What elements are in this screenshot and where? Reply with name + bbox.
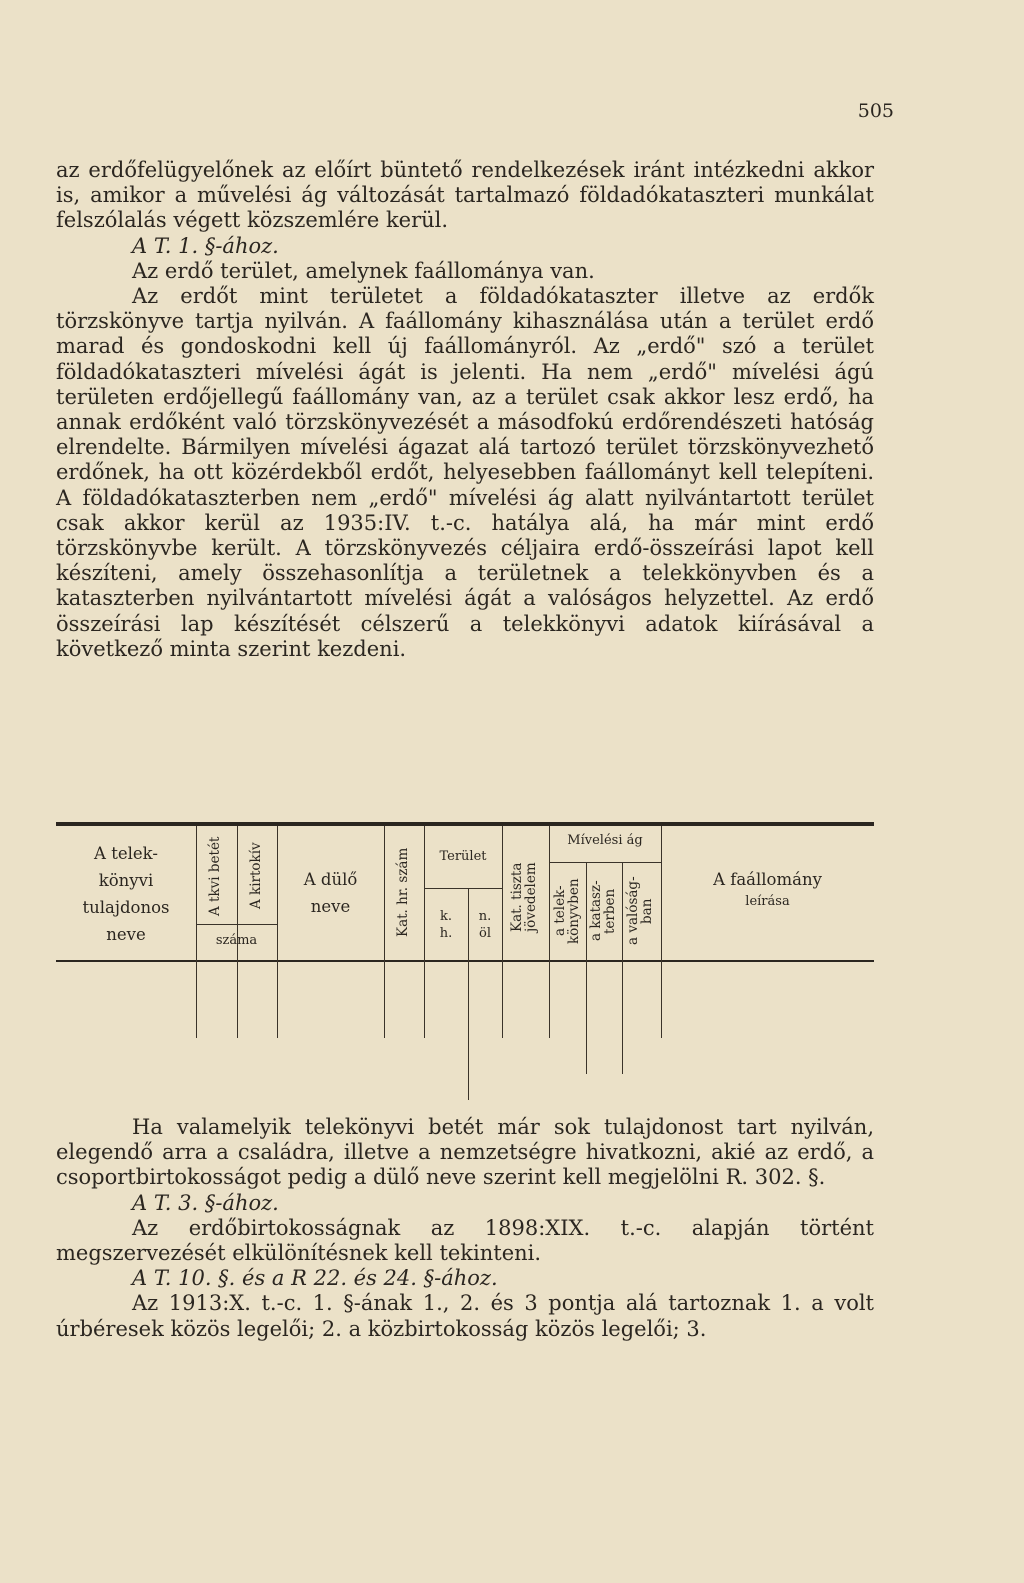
header-miveles-ag: Mívelési ág <box>567 833 643 848</box>
paragraph-2: Az erdőt mint területet a földadókataszter illetve az erdők törzskönyve tartja nyilván. A faállomány kihasználása után a terület erdő marad és gondoskodni kell új faállományról. Az „erdő" szó a terület földadókataszteri mívelési ágát is jelenti. Ha nem „erdő" mívelési ágú területen erdőjellegű faállomány van, az a terület csak akkor lesz erdő, ha annak erdőként való törzskönyvezését a másodfokú erdőrendészeti hatóság elrendelte. Bármilyen mívelési ágazat alá tartozó terület törzskönyvezhető erdőnek, ha ott közérdekből erdőt, helyesebben faállományt kell telepíteni. A földadókataszterben nem „erdő" mívelési ág alatt nyilvántartott terület csak akkor kerül az 1935:IV. t.-c. hatálya alá, ha már mint erdő törzskönyvbe került. A törzskönyvezés céljaira erdő-összeírási lapot kell készíteni, amely összehasonlítja a területnek a telekkönyvben és a kataszterben nyilvántartott mívelési ágát a valóságos helyzettel. Az erdő összeírási lap készítését célszerű a telekkönyvi adatok kiírásával a következő minta szerint kezdeni. <box>56 284 874 661</box>
intro-paragraph: az erdőfelügyelőnek az előírt büntető rendelkezések iránt intézkedni akkor is, amikor a művelési ág változását tartalmazó földadókataszteri munkálat felszólalás végett közszemlére kerül. <box>56 158 874 233</box>
sub-rule <box>424 888 502 889</box>
section-heading-3: A T. 10. §. és a R 22. és 24. §-ához. <box>132 1266 498 1291</box>
section-heading-2: A T. 3. §-ához. <box>132 1190 279 1215</box>
col-line <box>586 862 587 1074</box>
text-block-top <box>56 158 874 662</box>
paragraph-3: Ha valamelyik telekönyvi betét már sok tulajdonost tart nyilván, elegendő arra a családra, illetve a nemzetségre hivatkozni, akié az erdő, a csoportbirtokosságot pedig a dülő neve szerint kell megjelölni R. 302. §. <box>56 1115 874 1190</box>
sample-register-table <box>56 822 874 1038</box>
header-telekkonyvben: a telek- könyvben <box>552 878 582 944</box>
col-line <box>502 826 503 1038</box>
header-valosagban: a valóság- ban <box>625 876 655 946</box>
sub-rule <box>196 924 277 925</box>
header-kat-tiszta-jovedelem: Kat. tiszta jövedelem <box>509 862 539 932</box>
text-block-bottom <box>56 1115 874 1342</box>
col-line <box>549 826 550 1038</box>
table-top-rule <box>56 822 874 826</box>
col-line <box>622 862 623 1074</box>
header-kirtokiv: A kirtokív <box>248 842 264 910</box>
header-kh: k. h. <box>439 909 453 941</box>
paragraph-4: Az erdőbirtokosságnak az 1898:XIX. t.-c. alapján történt megszervezését elkülönítésnek kell tekinteni. <box>56 1215 874 1266</box>
col-line <box>661 826 662 1038</box>
table-header-rule <box>56 960 874 962</box>
page-number: 505 <box>857 100 894 122</box>
section-heading-1: A T. 1. §-ához. <box>132 233 279 258</box>
paragraph-5: Az 1913:X. t.-c. 1. §-ának 1., 2. és 3 pontja alá tartoznak 1. a volt úrbéresek közös legelői; 2. a közbirtokosság közös legelői; 3. <box>56 1291 874 1341</box>
header-owner: A telek- könyvi tulajdonos neve <box>82 844 170 944</box>
header-kataszterben: a katasz- terben <box>588 880 618 942</box>
header-nol: n. öl <box>478 909 492 941</box>
header-terulet: Terület <box>439 849 487 864</box>
paragraph-1: Az erdő terület, amelynek faállománya van. <box>132 258 595 283</box>
header-kat-hr-szam: Kat. hr. szám <box>395 847 411 937</box>
col-line <box>277 826 278 1038</box>
sub-rule <box>549 862 661 863</box>
header-faallomany: A faállomány leírása <box>713 870 822 909</box>
header-dulo: A dülő neve <box>303 870 358 916</box>
header-tkvi-betet: A tkvi betét <box>207 836 223 916</box>
col-line <box>384 826 385 1038</box>
header-szama: száma <box>215 933 258 948</box>
